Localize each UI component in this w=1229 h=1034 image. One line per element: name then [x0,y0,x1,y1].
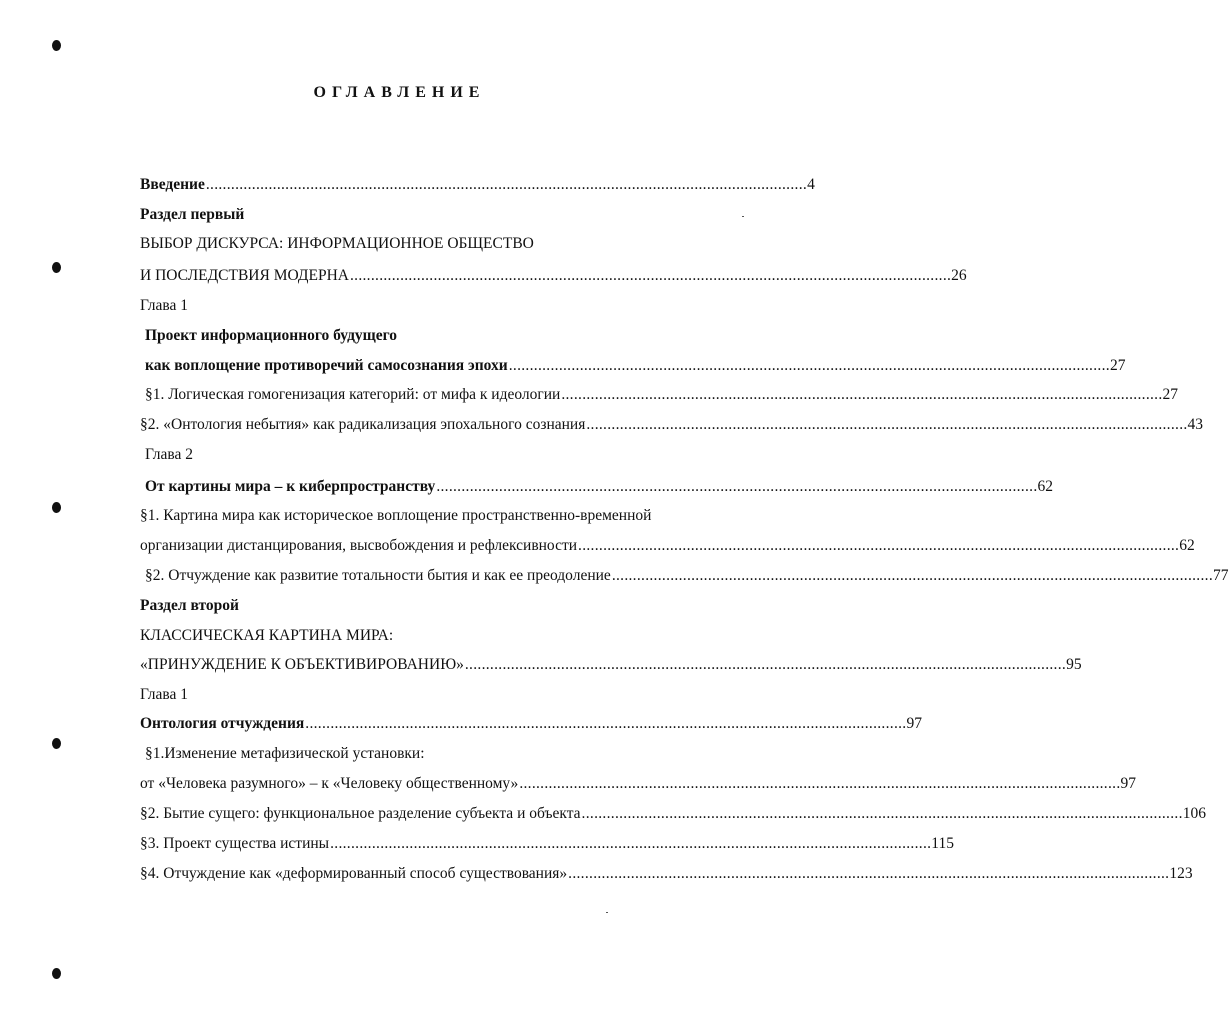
toc-entry-introduction [140,175,815,195]
toc-chapter-title: Проект информационного будущего [145,327,398,344]
toc-entry [140,834,954,854]
dot-leader: ................................................................................................................................................ [519,775,1121,792]
toc-entry-text: §4. Отчуждение как «деформированный способ существования» [140,865,568,882]
toc-page-number: 123 [1169,865,1193,882]
toc-entry-text: §1.Изменение метафизической установки: [145,745,425,762]
toc-entry-text: «ПРИНУЖДЕНИЕ К ОБЪЕКТИВИРОВАНИЮ» [140,656,464,673]
toc-page-number: 62 [1179,537,1195,554]
toc-entry [140,804,1206,824]
toc-entry [145,566,1229,586]
toc-entry [145,477,1054,497]
toc-section-title: ВЫБОР ДИСКУРСА: ИНФОРМАЦИОННОЕ ОБЩЕСТВО [140,235,534,252]
toc-page-number: 43 [1187,416,1204,433]
toc-entry [140,714,922,734]
toc-page-number: 106 [1182,805,1206,822]
toc-page-number: 115 [931,835,954,852]
toc-entry-text: От картины мира – к киберпространству [145,478,436,495]
toc-chapter-label: Глава 2 [145,446,194,463]
dot-leader: ................................................................................................................................................ [305,715,907,732]
scan-speck [742,216,744,217]
page-title: ОГЛАВЛЕНИЕ [313,84,486,101]
dot-leader: ................................................................................................................................................ [349,267,952,284]
toc-entry [145,385,1179,405]
toc-page-number: 4 [807,176,815,193]
toc-entry [140,655,1082,675]
toc-page-number: 97 [1120,775,1137,792]
toc-entry [140,415,1204,435]
scan-speck [606,912,608,913]
toc-entry-text: И ПОСЛЕДСТВИЯ МОДЕРНА [140,267,349,284]
toc-entry-text: §3. Проект существа истины [140,835,330,852]
toc-entry [140,774,1137,794]
toc-chapter-label: Глава 1 [140,297,189,314]
toc-entry [140,536,1195,556]
toc-section-heading: Раздел первый [140,206,245,223]
toc-entry [140,266,967,286]
dot-leader: ................................................................................................................................................ [464,656,1067,673]
punch-hole-mark [52,502,61,513]
dot-leader: ................................................................................................................................................ [205,176,808,193]
toc-page-number: 27 [1109,357,1126,374]
toc-page-number: 26 [951,267,967,284]
dot-leader: ................................................................................................................................................ [561,386,1163,403]
toc-entry [145,356,1126,376]
dot-leader: ................................................................................................................................................ [508,357,1110,374]
toc-entry-text: как воплощение противоречий самосознания эпохи [145,357,508,374]
toc-page-number: 95 [1066,656,1082,673]
toc-entry-text: §1. Картина мира как историческое воплощение пространственно-временной [140,507,652,524]
dot-leader: ................................................................................................................................................ [436,478,1038,495]
dot-leader: ................................................................................................................................................ [330,835,932,852]
toc-entry-text: §2. Отчуждение как развитие тотальности бытия и как ее преодоление [145,567,611,584]
toc-entry-text: §2. «Онтология небытия» как радикализация эпохального сознания [140,416,586,433]
dot-leader: ................................................................................................................................................ [578,537,1180,554]
toc-entry-text: Онтология отчуждения [140,715,305,732]
punch-hole-mark [52,968,61,979]
dot-leader: ................................................................................................................................................ [586,416,1188,433]
dot-leader: ................................................................................................................................................ [581,805,1183,822]
toc-entry-text: Введение [140,176,205,193]
toc-section-title: КЛАССИЧЕСКАЯ КАРТИНА МИРА: [140,627,394,644]
dot-leader: ................................................................................................................................................ [568,865,1170,882]
toc-entry-text: организации дистанцирования, высвобождения и рефлексивности [140,537,578,554]
punch-hole-mark [52,262,61,273]
toc-page-number: 62 [1037,478,1054,495]
toc-chapter-label: Глава 1 [140,686,189,703]
toc-page-number: 27 [1162,386,1179,403]
toc-entry-text: §1. Логическая гомогенизация категорий: от мифа к идеологии [145,386,561,403]
toc-page-number: 77 [1213,567,1229,584]
punch-hole-mark [52,738,61,749]
toc-section-heading: Раздел второй [140,597,239,614]
toc-page-number: 97 [906,715,922,732]
toc-entry-text: §2. Бытие сущего: функциональное разделение субъекта и объекта [140,805,581,822]
toc-entry [140,864,1193,884]
punch-hole-mark [52,40,61,51]
dot-leader: ................................................................................................................................................ [611,567,1214,584]
toc-entry-text: от «Человека разумного» – к «Человеку общественному» [140,775,519,792]
